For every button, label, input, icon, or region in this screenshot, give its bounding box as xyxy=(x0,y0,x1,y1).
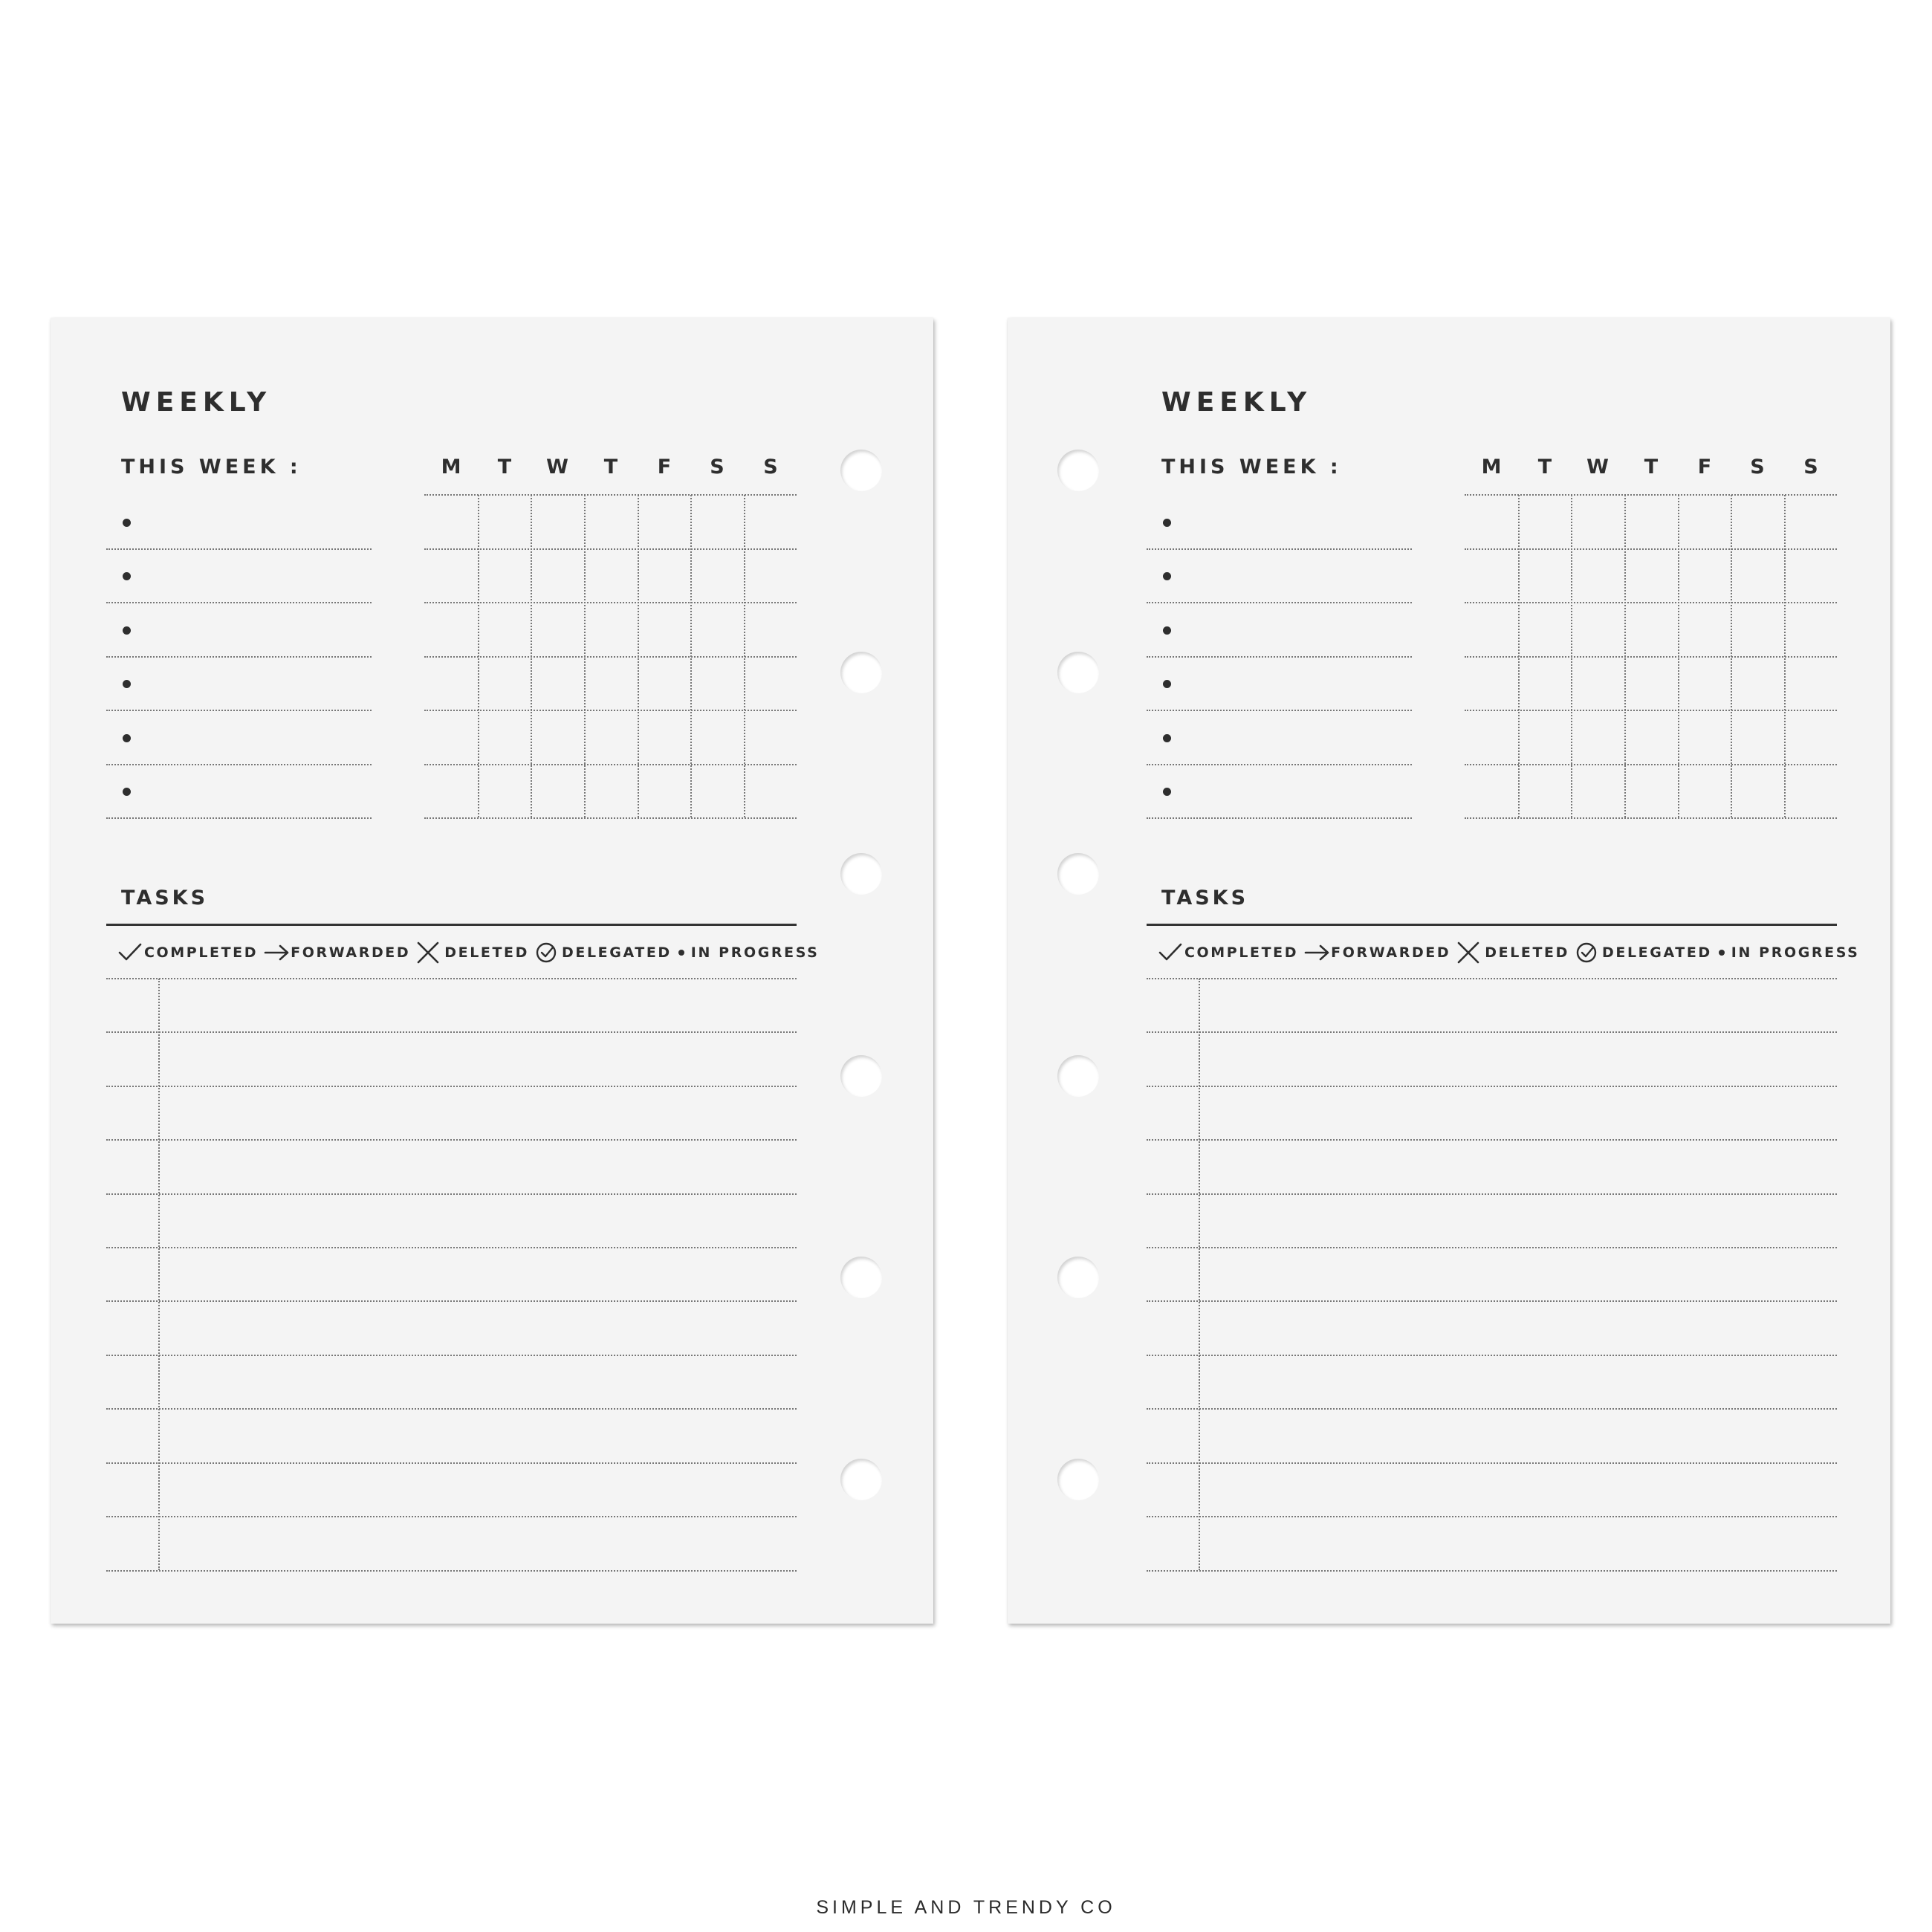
write-line[interactable] xyxy=(106,602,372,603)
tasks-label: TASKS xyxy=(121,886,209,910)
binder-hole xyxy=(840,1257,882,1298)
write-line[interactable] xyxy=(1147,710,1412,711)
binder-hole xyxy=(1057,652,1099,693)
legend-label-forwarded: FORWARDED xyxy=(1331,944,1451,961)
tasks-label: TASKS xyxy=(1161,886,1249,910)
binder-hole xyxy=(1057,450,1099,491)
write-line[interactable] xyxy=(1147,548,1412,550)
write-line[interactable] xyxy=(1147,764,1412,765)
binder-hole xyxy=(840,853,882,895)
day-label-sat: S xyxy=(1750,456,1765,479)
write-line[interactable] xyxy=(106,656,372,658)
day-label-sun: S xyxy=(763,456,778,479)
write-line[interactable] xyxy=(106,548,372,550)
bullet-icon xyxy=(1163,788,1171,796)
legend-label-deleted: DELETED xyxy=(1485,944,1570,961)
dot-icon xyxy=(672,941,691,964)
binder-hole xyxy=(1057,853,1099,895)
bullet-icon xyxy=(1163,519,1171,527)
write-line[interactable] xyxy=(106,817,372,819)
planner-page-right xyxy=(1008,318,1890,1624)
day-label-sun: S xyxy=(1803,456,1818,479)
bullet-icon xyxy=(1163,626,1171,635)
binder-hole xyxy=(840,1459,882,1500)
day-label-sat: S xyxy=(710,456,724,479)
bullet-icon xyxy=(1163,734,1171,742)
day-label-mon: M xyxy=(441,456,461,479)
binder-hole xyxy=(1057,1055,1099,1097)
tasks-divider xyxy=(106,924,797,926)
arrow-right-icon xyxy=(1304,941,1331,964)
write-line[interactable] xyxy=(1147,656,1412,658)
legend-label-delegated: DELEGATED xyxy=(562,944,672,961)
x-icon xyxy=(415,941,441,964)
day-label-mon: M xyxy=(1481,456,1502,479)
bullet-icon xyxy=(123,788,131,796)
bullet-icon xyxy=(1163,572,1171,580)
binder-hole xyxy=(840,1055,882,1097)
day-label-wed: W xyxy=(546,456,568,479)
bullet-icon xyxy=(123,734,131,742)
bullet-icon xyxy=(123,519,131,527)
check-icon xyxy=(1158,941,1183,964)
brand-footer: SIMPLE AND TRENDY CO xyxy=(816,1897,1116,1918)
day-label-tue: T xyxy=(1537,456,1552,479)
bullet-icon xyxy=(123,626,131,635)
dot-icon xyxy=(1712,941,1731,964)
day-label-fri: F xyxy=(657,456,672,479)
bullet-icon xyxy=(1163,680,1171,688)
binder-hole xyxy=(840,652,882,693)
x-icon xyxy=(1455,941,1482,964)
write-line[interactable] xyxy=(1147,602,1412,603)
day-label-wed: W xyxy=(1586,456,1609,479)
bullet-icon xyxy=(123,572,131,580)
bullet-icon xyxy=(123,680,131,688)
legend-label-delegated: DELEGATED xyxy=(1602,944,1712,961)
legend-label-in-progress: IN PROGRESS xyxy=(690,944,820,961)
this-week-label: THIS WEEK : xyxy=(121,456,302,479)
arrow-right-icon xyxy=(264,941,291,964)
legend-label-deleted: DELETED xyxy=(444,944,530,961)
day-label-fri: F xyxy=(1697,456,1712,479)
binder-hole xyxy=(1057,1459,1099,1500)
day-label-thu: T xyxy=(1644,456,1659,479)
write-line[interactable] xyxy=(1147,817,1412,819)
write-line[interactable] xyxy=(106,764,372,765)
legend-label-forwarded: FORWARDED xyxy=(291,944,411,961)
day-label-thu: T xyxy=(603,456,618,479)
this-week-label: THIS WEEK : xyxy=(1161,456,1342,479)
binder-hole xyxy=(840,450,882,491)
day-label-tue: T xyxy=(497,456,512,479)
page-title: WEEKLY xyxy=(1161,387,1312,418)
write-line[interactable] xyxy=(106,710,372,711)
circle-check-icon xyxy=(1575,941,1599,964)
check-icon xyxy=(117,941,143,964)
circle-check-icon xyxy=(535,941,559,964)
legend-label-completed: COMPLETED xyxy=(1184,944,1299,961)
tasks-legend xyxy=(117,939,819,966)
legend-label-in-progress: IN PROGRESS xyxy=(1731,944,1860,961)
legend-label-completed: COMPLETED xyxy=(144,944,259,961)
planner-page-left xyxy=(51,318,933,1624)
tasks-legend xyxy=(1158,939,1859,966)
page-title: WEEKLY xyxy=(121,387,272,418)
binder-hole xyxy=(1057,1257,1099,1298)
tasks-divider xyxy=(1147,924,1837,926)
